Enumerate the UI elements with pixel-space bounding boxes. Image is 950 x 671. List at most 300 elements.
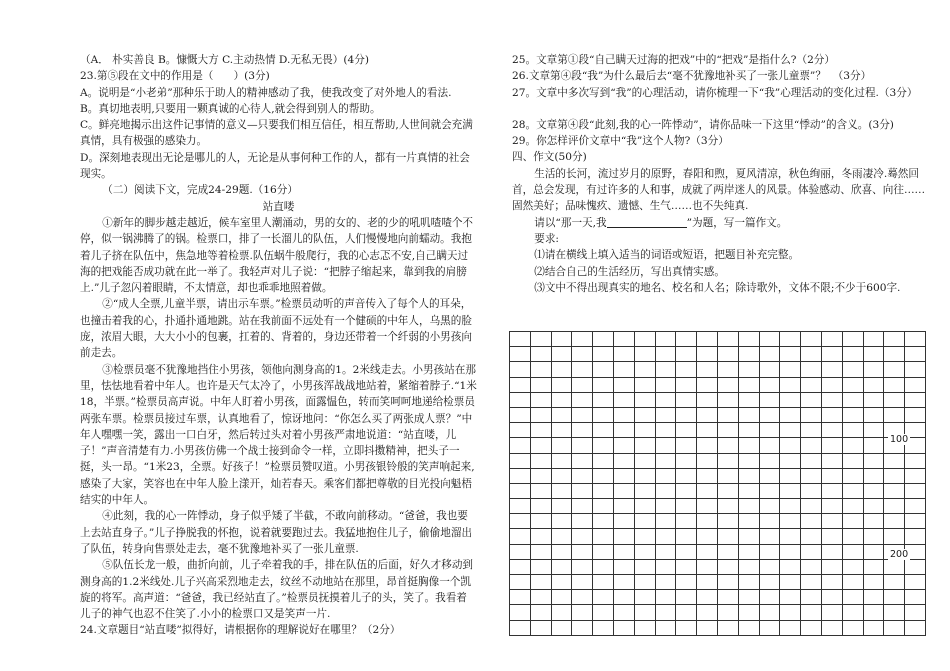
grid-cell[interactable]: [863, 362, 884, 377]
grid-cell[interactable]: [634, 407, 655, 422]
grid-cell[interactable]: [613, 392, 634, 407]
grid-cell[interactable]: [510, 529, 531, 544]
grid-cell[interactable]: [530, 590, 551, 605]
grid-cell[interactable]: [717, 362, 738, 377]
grid-cell[interactable]: [634, 332, 655, 347]
grid-cell[interactable]: [530, 529, 551, 544]
grid-cell[interactable]: [717, 575, 738, 590]
grid-cell[interactable]: [738, 483, 759, 498]
grid-cell[interactable]: [821, 590, 842, 605]
grid-cell[interactable]: [801, 559, 822, 574]
grid-cell[interactable]: [697, 377, 718, 392]
grid-cell[interactable]: [801, 544, 822, 559]
grid-cell[interactable]: [905, 362, 926, 377]
grid-cell[interactable]: [759, 575, 780, 590]
grid-cell[interactable]: [759, 392, 780, 407]
grid-cell[interactable]: [759, 620, 780, 635]
grid-cell[interactable]: [821, 483, 842, 498]
grid-cell[interactable]: [821, 377, 842, 392]
grid-cell[interactable]: [842, 392, 863, 407]
grid-cell[interactable]: [759, 438, 780, 453]
grid-cell[interactable]: [842, 529, 863, 544]
grid-cell[interactable]: [801, 620, 822, 635]
grid-cell[interactable]: [697, 453, 718, 468]
grid-cell[interactable]: [863, 605, 884, 620]
grid-cell[interactable]: [551, 575, 572, 590]
grid-cell[interactable]: [759, 332, 780, 347]
grid-cell[interactable]: [655, 529, 676, 544]
grid-cell[interactable]: [821, 499, 842, 514]
grid-cell[interactable]: [801, 362, 822, 377]
grid-cell[interactable]: [530, 468, 551, 483]
grid-cell[interactable]: [738, 605, 759, 620]
grid-cell[interactable]: [717, 438, 738, 453]
grid-cell[interactable]: [780, 423, 801, 438]
grid-cell[interactable]: [613, 559, 634, 574]
grid-cell[interactable]: [530, 438, 551, 453]
grid-cell[interactable]: [738, 514, 759, 529]
grid-cell[interactable]: [655, 514, 676, 529]
grid-cell[interactable]: [572, 620, 593, 635]
grid-cell[interactable]: [510, 423, 531, 438]
grid-cell[interactable]: [655, 499, 676, 514]
grid-cell[interactable]: [717, 468, 738, 483]
grid-cell[interactable]: [780, 438, 801, 453]
grid-cell[interactable]: [530, 332, 551, 347]
grid-cell[interactable]: [842, 468, 863, 483]
grid-cell[interactable]: [551, 620, 572, 635]
grid-cell[interactable]: [717, 377, 738, 392]
grid-cell[interactable]: [905, 590, 926, 605]
grid-cell[interactable]: [593, 468, 614, 483]
grid-cell[interactable]: [759, 407, 780, 422]
grid-cell[interactable]: [530, 392, 551, 407]
grid-cell[interactable]: [842, 453, 863, 468]
grid-cell[interactable]: [821, 468, 842, 483]
grid-cell[interactable]: [634, 499, 655, 514]
grid-cell[interactable]: [634, 590, 655, 605]
grid-cell[interactable]: [697, 559, 718, 574]
grid-cell[interactable]: [905, 514, 926, 529]
grid-cell[interactable]: [717, 499, 738, 514]
grid-cell[interactable]: [613, 362, 634, 377]
grid-cell[interactable]: [551, 529, 572, 544]
grid-cell[interactable]: [738, 575, 759, 590]
grid-cell[interactable]: [593, 529, 614, 544]
grid-cell[interactable]: [842, 438, 863, 453]
grid-cell[interactable]: [717, 620, 738, 635]
grid-cell[interactable]: [676, 392, 697, 407]
grid-cell[interactable]: [634, 559, 655, 574]
grid-cell[interactable]: [759, 453, 780, 468]
grid-cell[interactable]: [572, 468, 593, 483]
grid-cell[interactable]: [717, 332, 738, 347]
grid-cell[interactable]: [655, 423, 676, 438]
grid-cell[interactable]: [884, 590, 905, 605]
grid-cell[interactable]: [676, 559, 697, 574]
grid-cell[interactable]: [905, 575, 926, 590]
grid-cell[interactable]: [530, 407, 551, 422]
title-blank[interactable]: [607, 216, 687, 228]
grid-cell[interactable]: [884, 377, 905, 392]
grid-cell[interactable]: [780, 605, 801, 620]
grid-cell[interactable]: [759, 514, 780, 529]
grid-cell[interactable]: [551, 332, 572, 347]
grid-cell[interactable]: [634, 468, 655, 483]
grid-cell[interactable]: [572, 483, 593, 498]
grid-cell[interactable]: [676, 590, 697, 605]
grid-cell[interactable]: [801, 332, 822, 347]
grid-cell[interactable]: [863, 544, 884, 559]
grid-cell[interactable]: [863, 559, 884, 574]
grid-cell[interactable]: [510, 544, 531, 559]
grid-cell[interactable]: [801, 453, 822, 468]
grid-cell[interactable]: [884, 483, 905, 498]
grid-cell[interactable]: [510, 483, 531, 498]
grid-cell[interactable]: [842, 347, 863, 362]
grid-cell[interactable]: [510, 347, 531, 362]
grid-cell[interactable]: [697, 529, 718, 544]
grid-cell[interactable]: [759, 362, 780, 377]
grid-cell[interactable]: [863, 499, 884, 514]
grid-cell[interactable]: [842, 590, 863, 605]
grid-cell[interactable]: [530, 377, 551, 392]
grid-cell[interactable]: [510, 620, 531, 635]
grid-cell[interactable]: [717, 529, 738, 544]
grid-cell[interactable]: [676, 620, 697, 635]
grid-cell[interactable]: [905, 620, 926, 635]
grid-cell[interactable]: [634, 453, 655, 468]
grid-cell[interactable]: [634, 605, 655, 620]
grid-cell[interactable]: [593, 392, 614, 407]
grid-cell[interactable]: [842, 483, 863, 498]
grid-cell[interactable]: [676, 332, 697, 347]
grid-cell[interactable]: [780, 468, 801, 483]
grid-cell[interactable]: [510, 377, 531, 392]
grid-cell[interactable]: [884, 468, 905, 483]
grid-cell[interactable]: [759, 377, 780, 392]
grid-cell[interactable]: [905, 499, 926, 514]
grid-cell[interactable]: [821, 544, 842, 559]
grid-cell[interactable]: [821, 407, 842, 422]
grid-cell[interactable]: [510, 575, 531, 590]
grid-cell[interactable]: [593, 499, 614, 514]
grid-cell[interactable]: [821, 392, 842, 407]
grid-cell[interactable]: [717, 514, 738, 529]
grid-cell[interactable]: [905, 559, 926, 574]
grid-cell[interactable]: [884, 514, 905, 529]
grid-cell[interactable]: [738, 544, 759, 559]
grid-cell[interactable]: [717, 392, 738, 407]
grid-cell[interactable]: [634, 438, 655, 453]
grid-cell[interactable]: [676, 514, 697, 529]
grid-cell[interactable]: [780, 529, 801, 544]
grid-cell[interactable]: [530, 575, 551, 590]
grid-cell[interactable]: [655, 559, 676, 574]
grid-cell[interactable]: [697, 514, 718, 529]
grid-cell[interactable]: [905, 407, 926, 422]
grid-cell[interactable]: [634, 620, 655, 635]
grid-cell[interactable]: [551, 362, 572, 377]
grid-cell[interactable]: [572, 544, 593, 559]
grid-cell[interactable]: [884, 332, 905, 347]
grid-cell[interactable]: [863, 483, 884, 498]
grid-cell[interactable]: [676, 347, 697, 362]
grid-cell[interactable]: [613, 605, 634, 620]
grid-cell[interactable]: [634, 575, 655, 590]
grid-cell[interactable]: [530, 559, 551, 574]
grid-cell[interactable]: [676, 453, 697, 468]
grid-cell[interactable]: [821, 605, 842, 620]
grid-cell[interactable]: [738, 453, 759, 468]
grid-cell[interactable]: [572, 407, 593, 422]
grid-cell[interactable]: [697, 620, 718, 635]
grid-cell[interactable]: [634, 347, 655, 362]
grid-cell[interactable]: [510, 590, 531, 605]
grid-cell[interactable]: [697, 423, 718, 438]
grid-cell[interactable]: [821, 347, 842, 362]
grid-cell[interactable]: [759, 559, 780, 574]
grid-cell[interactable]: [863, 468, 884, 483]
grid-cell[interactable]: [634, 392, 655, 407]
grid-cell[interactable]: [655, 347, 676, 362]
grid-cell[interactable]: [801, 575, 822, 590]
grid-cell[interactable]: [842, 377, 863, 392]
grid-cell[interactable]: [905, 377, 926, 392]
grid-cell[interactable]: [572, 499, 593, 514]
grid-cell[interactable]: [821, 529, 842, 544]
grid-cell[interactable]: [780, 514, 801, 529]
grid-cell[interactable]: [863, 590, 884, 605]
grid-cell[interactable]: [655, 377, 676, 392]
grid-cell[interactable]: [530, 453, 551, 468]
grid-cell[interactable]: [801, 377, 822, 392]
grid-cell[interactable]: [780, 453, 801, 468]
grid-cell[interactable]: [676, 499, 697, 514]
grid-cell[interactable]: [738, 377, 759, 392]
grid-cell[interactable]: [863, 392, 884, 407]
grid-cell[interactable]: [801, 438, 822, 453]
grid-cell[interactable]: [863, 407, 884, 422]
grid-cell[interactable]: [655, 483, 676, 498]
grid-cell[interactable]: [510, 407, 531, 422]
grid-cell[interactable]: [551, 590, 572, 605]
grid-cell[interactable]: [842, 605, 863, 620]
grid-cell[interactable]: [842, 423, 863, 438]
grid-cell[interactable]: [884, 453, 905, 468]
grid-cell[interactable]: [905, 392, 926, 407]
grid-cell[interactable]: [655, 575, 676, 590]
grid-cell[interactable]: [510, 438, 531, 453]
grid-cell[interactable]: [717, 559, 738, 574]
grid-cell[interactable]: [613, 423, 634, 438]
grid-cell[interactable]: [759, 605, 780, 620]
grid-cell[interactable]: [634, 362, 655, 377]
grid-cell[interactable]: [842, 544, 863, 559]
grid-cell[interactable]: [863, 332, 884, 347]
grid-cell[interactable]: [551, 483, 572, 498]
grid-cell[interactable]: [738, 392, 759, 407]
grid-cell[interactable]: [593, 620, 614, 635]
grid-cell[interactable]: [697, 347, 718, 362]
grid-cell[interactable]: [842, 575, 863, 590]
grid-cell[interactable]: [510, 605, 531, 620]
grid-cell[interactable]: [593, 605, 614, 620]
grid-cell[interactable]: [634, 544, 655, 559]
grid-cell[interactable]: [613, 407, 634, 422]
grid-cell[interactable]: [697, 438, 718, 453]
grid-cell[interactable]: [676, 377, 697, 392]
grid-cell[interactable]: [530, 544, 551, 559]
grid-cell[interactable]: [863, 377, 884, 392]
grid-cell[interactable]: [530, 499, 551, 514]
grid-cell[interactable]: [759, 590, 780, 605]
grid-cell[interactable]: [905, 529, 926, 544]
grid-cell[interactable]: [613, 620, 634, 635]
grid-cell[interactable]: [697, 575, 718, 590]
grid-cell[interactable]: [572, 347, 593, 362]
grid-cell[interactable]: [510, 499, 531, 514]
grid-cell[interactable]: [821, 423, 842, 438]
grid-cell[interactable]: [572, 377, 593, 392]
grid-cell[interactable]: [593, 575, 614, 590]
grid-cell[interactable]: [572, 590, 593, 605]
grid-cell[interactable]: [780, 392, 801, 407]
grid-cell[interactable]: [717, 347, 738, 362]
grid-cell[interactable]: [738, 529, 759, 544]
grid-cell[interactable]: [717, 423, 738, 438]
grid-cell[interactable]: [697, 332, 718, 347]
grid-cell[interactable]: [572, 453, 593, 468]
grid-cell[interactable]: [572, 392, 593, 407]
grid-cell[interactable]: [780, 362, 801, 377]
grid-cell[interactable]: [613, 514, 634, 529]
grid-cell[interactable]: [801, 590, 822, 605]
grid-cell[interactable]: [530, 483, 551, 498]
grid-cell[interactable]: [884, 499, 905, 514]
grid-cell[interactable]: [738, 559, 759, 574]
grid-cell[interactable]: [551, 453, 572, 468]
grid-cell[interactable]: [551, 347, 572, 362]
grid-cell[interactable]: [801, 605, 822, 620]
grid-cell[interactable]: [593, 483, 614, 498]
grid-cell[interactable]: [780, 347, 801, 362]
grid-cell[interactable]: [884, 362, 905, 377]
grid-cell[interactable]: [780, 332, 801, 347]
grid-cell[interactable]: [593, 407, 614, 422]
grid-cell[interactable]: [863, 438, 884, 453]
grid-cell[interactable]: [884, 407, 905, 422]
grid-cell[interactable]: [842, 620, 863, 635]
grid-cell[interactable]: [801, 514, 822, 529]
grid-cell[interactable]: [593, 514, 614, 529]
grid-cell[interactable]: [884, 529, 905, 544]
grid-cell[interactable]: [738, 590, 759, 605]
grid-cell[interactable]: [821, 620, 842, 635]
grid-cell[interactable]: [821, 332, 842, 347]
grid-cell[interactable]: [780, 559, 801, 574]
grid-cell[interactable]: [634, 377, 655, 392]
composition-grid[interactable]: [509, 331, 926, 636]
grid-cell[interactable]: [759, 423, 780, 438]
grid-cell[interactable]: [759, 468, 780, 483]
grid-cell[interactable]: [551, 605, 572, 620]
grid-cell[interactable]: [863, 575, 884, 590]
grid-cell[interactable]: [613, 347, 634, 362]
grid-cell[interactable]: [530, 423, 551, 438]
grid-cell[interactable]: [572, 529, 593, 544]
grid-cell[interactable]: [676, 423, 697, 438]
grid-cell[interactable]: [510, 559, 531, 574]
grid-cell[interactable]: [676, 362, 697, 377]
grid-cell[interactable]: [863, 529, 884, 544]
grid-cell[interactable]: [655, 332, 676, 347]
grid-cell[interactable]: [697, 468, 718, 483]
grid-cell[interactable]: [572, 575, 593, 590]
grid-cell[interactable]: [738, 407, 759, 422]
grid-cell[interactable]: [593, 544, 614, 559]
grid-cell[interactable]: [510, 468, 531, 483]
grid-cell[interactable]: [905, 468, 926, 483]
grid-cell[interactable]: [697, 407, 718, 422]
grid-cell[interactable]: [655, 468, 676, 483]
grid-cell[interactable]: [613, 499, 634, 514]
grid-cell[interactable]: [593, 590, 614, 605]
grid-cell[interactable]: [738, 332, 759, 347]
grid-cell[interactable]: [759, 529, 780, 544]
grid-cell[interactable]: [738, 499, 759, 514]
grid-cell[interactable]: [905, 605, 926, 620]
grid-cell[interactable]: [801, 468, 822, 483]
grid-cell[interactable]: [634, 514, 655, 529]
grid-cell[interactable]: [697, 544, 718, 559]
grid-cell[interactable]: [697, 499, 718, 514]
grid-cell[interactable]: [510, 332, 531, 347]
grid-cell[interactable]: [697, 483, 718, 498]
grid-cell[interactable]: [613, 377, 634, 392]
grid-cell[interactable]: [655, 392, 676, 407]
grid-cell[interactable]: [572, 514, 593, 529]
grid-cell[interactable]: [530, 362, 551, 377]
grid-cell[interactable]: [613, 332, 634, 347]
grid-cell[interactable]: [821, 514, 842, 529]
grid-cell[interactable]: [613, 575, 634, 590]
grid-cell[interactable]: [697, 392, 718, 407]
grid-cell[interactable]: [676, 483, 697, 498]
grid-cell[interactable]: [780, 620, 801, 635]
grid-cell[interactable]: [884, 347, 905, 362]
grid-cell[interactable]: [821, 453, 842, 468]
grid-cell[interactable]: [613, 483, 634, 498]
grid-cell[interactable]: [593, 347, 614, 362]
grid-cell[interactable]: [593, 423, 614, 438]
grid-cell[interactable]: [905, 347, 926, 362]
grid-cell[interactable]: [801, 347, 822, 362]
grid-cell[interactable]: [572, 438, 593, 453]
grid-cell[interactable]: [655, 438, 676, 453]
grid-cell[interactable]: [759, 483, 780, 498]
grid-cell[interactable]: [842, 407, 863, 422]
grid-cell[interactable]: [884, 392, 905, 407]
grid-cell[interactable]: [780, 590, 801, 605]
grid-cell[interactable]: [634, 423, 655, 438]
grid-cell[interactable]: [676, 468, 697, 483]
grid-cell[interactable]: [801, 423, 822, 438]
grid-cell[interactable]: [530, 605, 551, 620]
grid-cell[interactable]: [551, 499, 572, 514]
grid-cell[interactable]: [717, 483, 738, 498]
grid-cell[interactable]: [821, 575, 842, 590]
